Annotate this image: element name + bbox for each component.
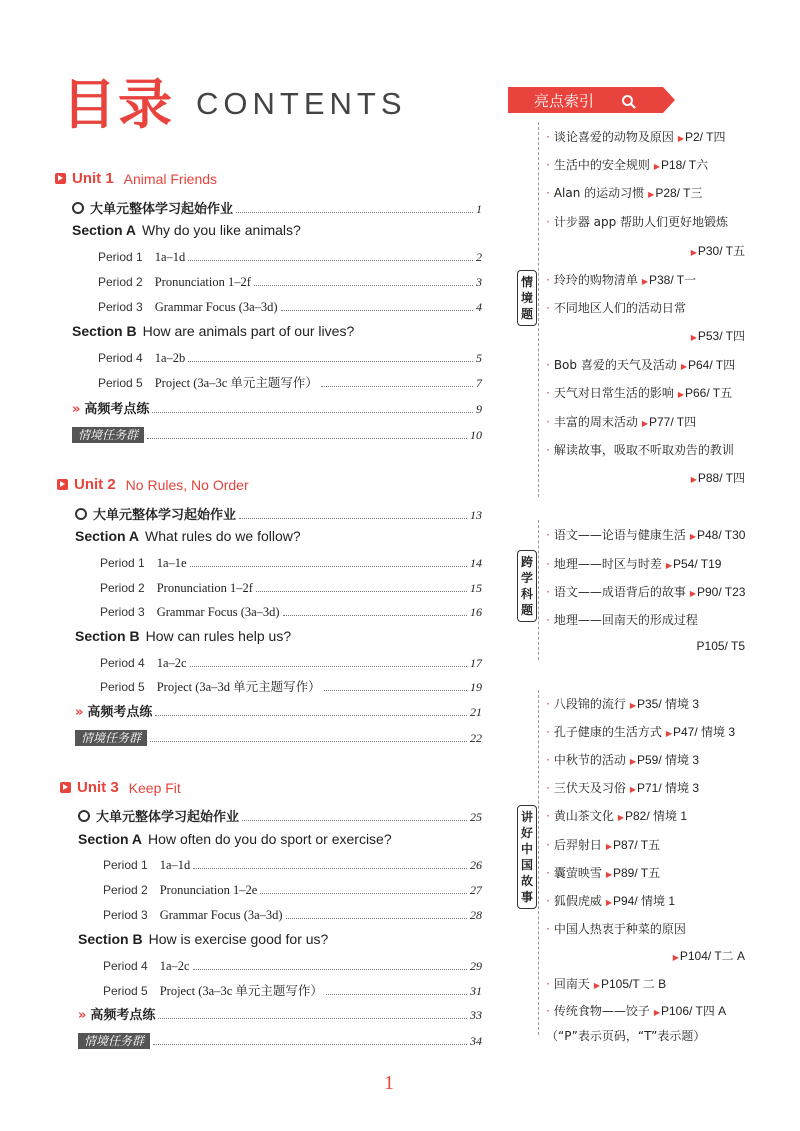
- highlight-ref: ▶P88/ T四: [690, 471, 745, 485]
- highlight-item[interactable]: · 解读故事，吸取不听取劝告的教训: [546, 443, 734, 457]
- unit-heading: [57, 476, 249, 493]
- unit-number: Unit 1: [72, 170, 114, 187]
- toc-entry[interactable]: 情境任务群 22: [75, 728, 482, 746]
- toc-entry[interactable]: Period 4 1a–2c 17: [100, 656, 482, 670]
- highlight-item[interactable]: · 后羿射日 ▶P87/ T五: [546, 838, 661, 852]
- unit-heading: [55, 170, 217, 187]
- unit-number: Unit 2: [74, 476, 116, 493]
- highlight-item[interactable]: · Bob 喜爱的天气及活动 ▶P64/ T四: [546, 358, 736, 372]
- highlight-item[interactable]: · 狐假虎威 ▶P94/ 情境 1: [546, 894, 676, 908]
- toc-entry[interactable]: » 高频考点练 9: [72, 402, 482, 417]
- highlight-ref: ▶P53/ T四: [690, 329, 745, 343]
- toc-entry[interactable]: » 高频考点练 21: [75, 705, 482, 720]
- target-icon: [72, 202, 84, 214]
- highlight-item[interactable]: · 黄山茶文化 ▶P82/ 情境 1: [546, 809, 688, 823]
- task-tag: 情境任务群: [78, 1033, 150, 1049]
- toc-entry[interactable]: Period 5 Project (3a–3c 单元主题写作） 31: [103, 984, 482, 998]
- section-heading: Section A What rules do we follow?: [75, 528, 301, 544]
- section-heading: Section B How can rules help us?: [75, 628, 292, 644]
- double-chevron-icon: »: [78, 1008, 87, 1023]
- toc-entry[interactable]: Period 5 Project (3a–3d 单元主题写作） 19: [100, 680, 482, 694]
- toc-entry[interactable]: Period 1 1a–1e 14: [100, 556, 482, 570]
- highlight-item[interactable]: · 八段锦的流行 ▶P35/ 情境 3: [546, 697, 700, 711]
- section-heading: Section A Why do you like animals?: [72, 222, 301, 238]
- page-title-en: CONTENTS: [196, 86, 407, 121]
- play-icon: [60, 782, 71, 793]
- highlight-ref: ▶P30/ T五: [690, 244, 745, 258]
- highlight-ref: P105/ T5: [696, 639, 745, 653]
- toc-entry[interactable]: Period 5 Project (3a–3c 单元主题写作） 7: [98, 376, 482, 390]
- highlight-item[interactable]: · 玲玲的购物清单 ▶P38/ T一: [546, 273, 697, 287]
- highlight-item[interactable]: · 囊萤映雪 ▶P89/ T五: [546, 866, 661, 880]
- double-chevron-icon: »: [75, 705, 84, 720]
- highlight-item[interactable]: · 丰富的周末活动 ▶P77/ T四: [546, 415, 697, 429]
- divider: [538, 122, 539, 497]
- unit-number: Unit 3: [77, 779, 119, 796]
- toc-entry[interactable]: Period 4 1a–2c 29: [103, 959, 482, 973]
- section-heading: Section B How is exercise good for us?: [78, 931, 329, 947]
- highlight-item[interactable]: · 传统食物——饺子 ▶P106/ T四 A: [546, 1004, 727, 1018]
- highlight-item[interactable]: · 孔子健康的生活方式 ▶P47/ 情境 3: [546, 725, 736, 739]
- footnote: （“P”表示页码，“T”表示题）: [546, 1029, 706, 1043]
- highlight-item[interactable]: · 中国人热衷于种菜的原因: [546, 922, 686, 936]
- highlight-item[interactable]: · 生活中的安全规则 ▶P18/ T六: [546, 158, 709, 172]
- highlight-item[interactable]: · 计步器 app 帮助人们更好地锻炼: [546, 215, 729, 229]
- page-title-cn: 目录: [62, 73, 174, 136]
- toc-entry[interactable]: » 高频考点练 33: [78, 1008, 482, 1023]
- toc-entry[interactable]: 大单元整体学习起始作业 13: [75, 505, 482, 523]
- toc-entry[interactable]: Period 3 Grammar Focus (3a–3d) 28: [103, 908, 482, 922]
- search-icon: [622, 95, 633, 106]
- task-tag: 情境任务群: [72, 427, 144, 443]
- target-icon: [75, 508, 87, 520]
- highlight-item[interactable]: · 地理——回南天的形成过程: [546, 613, 698, 627]
- toc-entry[interactable]: 大单元整体学习起始作业 1: [72, 199, 482, 217]
- section-heading: Section B How are animals part of our lives?: [72, 323, 355, 339]
- toc-entry[interactable]: 大单元整体学习起始作业 25: [78, 807, 482, 825]
- divider: [538, 520, 539, 660]
- double-chevron-icon: »: [72, 402, 81, 417]
- category-tag: 情境题: [517, 270, 537, 326]
- toc-entry[interactable]: Period 2 Pronunciation 1–2e 27: [103, 883, 482, 897]
- divider: [538, 690, 539, 1035]
- highlight-item[interactable]: · 回南天 ▶P105/T 二 B: [546, 977, 667, 991]
- highlight-item[interactable]: · 语文——成语背后的故事 ▶P90/ T23: [546, 585, 746, 599]
- unit-name: Keep Fit: [128, 779, 181, 796]
- toc-entry[interactable]: Period 3 Grammar Focus (3a–3d) 16: [100, 605, 482, 619]
- toc-entry[interactable]: Period 2 Pronunciation 1–2f 3: [98, 275, 482, 289]
- target-icon: [78, 810, 90, 822]
- toc-entry[interactable]: 情境任务群 10: [72, 425, 482, 443]
- highlight-item[interactable]: · 三伏天及习俗 ▶P71/ 情境 3: [546, 781, 700, 795]
- toc-entry[interactable]: 情境任务群 34: [78, 1031, 482, 1049]
- page-number: 1: [384, 1072, 394, 1094]
- highlight-item[interactable]: · 不同地区人们的活动日常: [546, 301, 686, 315]
- toc-entry[interactable]: Period 2 Pronunciation 1–2f 15: [100, 581, 482, 595]
- highlight-item[interactable]: · 中秋节的活动 ▶P59/ 情境 3: [546, 753, 700, 767]
- highlight-item[interactable]: · 语文——论语与健康生活 ▶P48/ T30: [546, 528, 746, 542]
- page-number: 1: [476, 202, 482, 216]
- unit-heading: [60, 779, 181, 796]
- toc-entry[interactable]: Period 4 1a–2b 5: [98, 351, 482, 365]
- highlight-item[interactable]: · 谈论喜爱的动物及原因 ▶P2/ T四: [546, 130, 726, 144]
- category-tag: 跨学科题: [517, 550, 537, 622]
- highlights-badge: 亮点索引: [508, 87, 663, 113]
- toc-entry[interactable]: Period 3 Grammar Focus (3a–3d) 4: [98, 300, 482, 314]
- highlight-item[interactable]: · 天气对日常生活的影响 ▶P66/ T五: [546, 386, 733, 400]
- unit-name: No Rules, No Order: [125, 476, 249, 493]
- toc-entry[interactable]: Period 1 1a–1d 2: [98, 250, 482, 264]
- highlight-item[interactable]: · Alan 的运动习惯 ▶P28/ T三: [546, 186, 703, 200]
- highlight-item[interactable]: · 地理——时区与时差 ▶P54/ T19: [546, 557, 722, 571]
- toc-entry[interactable]: Period 1 1a–1d 26: [103, 858, 482, 872]
- section-heading: Section A How often do you do sport or exercise?: [78, 831, 392, 847]
- unit-name: Animal Friends: [123, 170, 218, 187]
- category-tag: 讲好中国故事: [517, 805, 537, 909]
- play-icon: [57, 479, 68, 490]
- highlight-ref: ▶P104/ T二 A: [672, 949, 745, 963]
- play-icon: [55, 173, 66, 184]
- task-tag: 情境任务群: [75, 730, 147, 746]
